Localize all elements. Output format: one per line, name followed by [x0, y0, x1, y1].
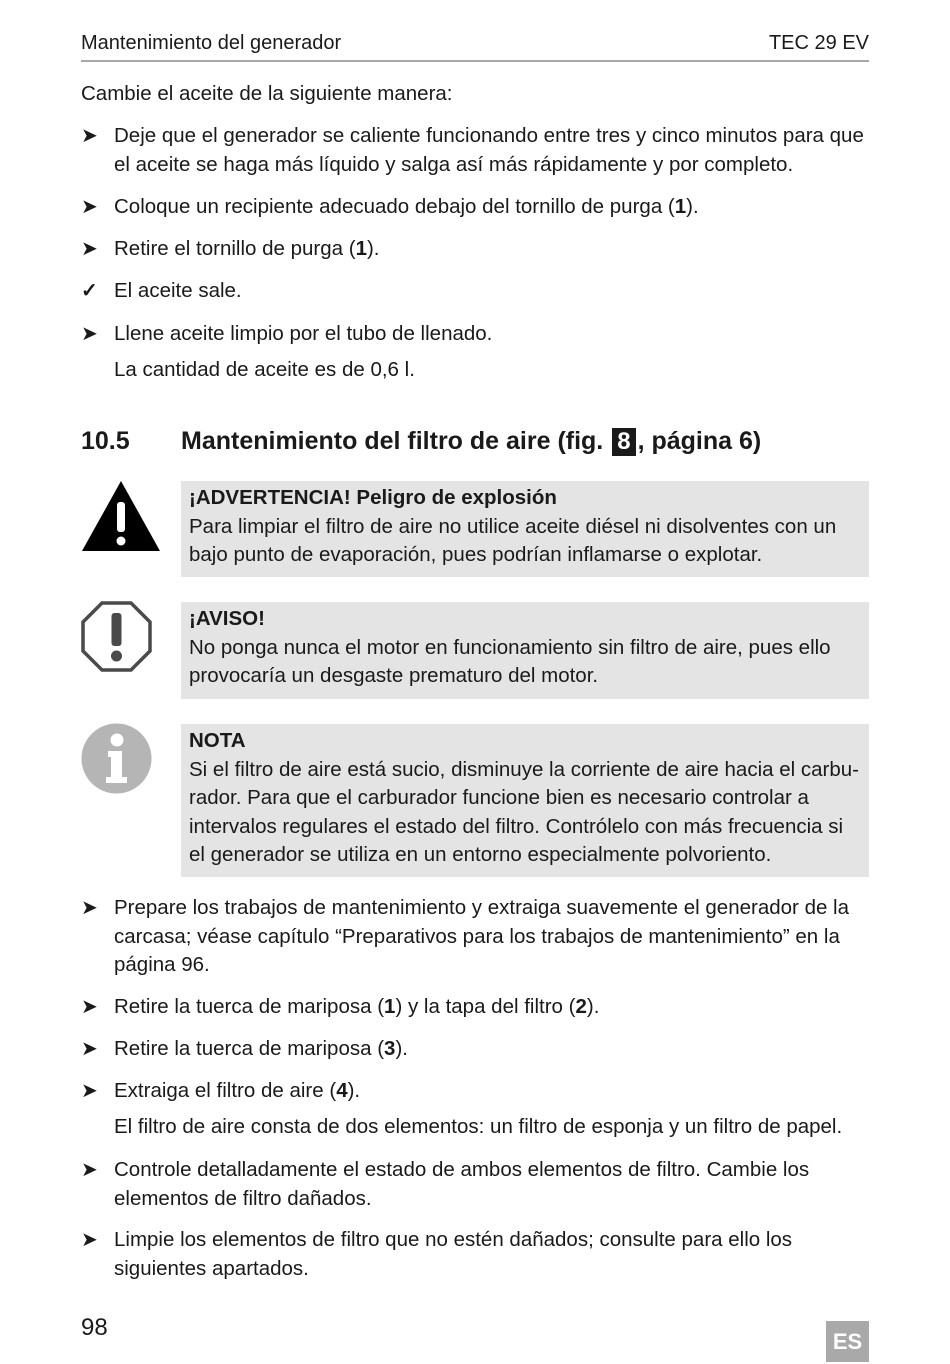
arrow-icon: ➤: [81, 238, 98, 260]
arrow-icon: ➤: [81, 323, 98, 345]
arrow-icon: ➤: [81, 1038, 98, 1060]
section-number: 10.5: [81, 427, 130, 455]
notice-text: No ponga nunca el motor en funcionamiento sin filtro de aire, pues ello provocaría un desgaste prematuro del motor.: [189, 635, 831, 687]
info-icon: [81, 723, 152, 794]
step-text: Prepare los trabajos de mantenimiento y extraiga suavemente el generador de la carcasa; véase capítulo “Preparativos para los trabajos de mantenimiento” en la página 96.: [114, 896, 850, 976]
header-model: TEC 29 EV: [768, 32, 869, 54]
note-box: [181, 724, 869, 877]
note-text: Si el filtro de aire está sucio, disminuye la corriente de aire hacia el carbu-rador. Para que el carburador funcione bien es necesario controlar a intervalos regulares el estado del filtro. Contrólelo con más frecuencia si el generador se utiliza en un entorno especialmente polvoriento.: [189, 757, 859, 866]
warning-title: ¡ADVERTENCIA! Peligro de explosión: [189, 486, 557, 509]
warning-triangle-icon: [81, 480, 161, 552]
page-number: 98: [81, 1314, 108, 1341]
page-header: [81, 30, 869, 62]
step-text: Llene aceite limpio por el tubo de llenado.: [114, 322, 493, 345]
step-text: Deje que el generador se caliente funcionando entre tres y cinco minutos para que el aceite se haga más líquido y salga así más rápidamente y por completo.: [114, 124, 864, 176]
notice-title: ¡AVISO!: [189, 607, 265, 630]
note-title: NOTA: [189, 729, 246, 752]
notice-box: [181, 602, 869, 699]
arrow-icon: ➤: [81, 1159, 98, 1181]
notice-octagon-icon: [81, 601, 152, 672]
step-text: Retire el tornillo de purga (1).: [114, 237, 380, 260]
step-text: Limpie los elementos de filtro que no estén dañados; consulte para ello los siguientes apartados.: [114, 1228, 793, 1280]
oil-quantity-note: La cantidad de aceite es de 0,6 l.: [114, 358, 415, 381]
step-text: Coloque un recipiente adecuado debajo del tornillo de purga (1).: [114, 195, 699, 218]
step-text: Controle detalladamente el estado de ambos elementos de filtro. Cambie los elementos de filtro dañados.: [114, 1158, 810, 1210]
warning-box: [181, 481, 869, 577]
warning-text: Para limpiar el filtro de aire no utilice aceite diésel ni disolventes con un bajo punto de evaporación, pues podrían inflamarse o explotar.: [189, 514, 837, 566]
arrow-icon: ➤: [81, 1229, 98, 1251]
step-text: Retire la tuerca de mariposa (3).: [114, 1037, 408, 1060]
arrow-icon: ➤: [81, 125, 98, 147]
step-text: Retire la tuerca de mariposa (1) y la tapa del filtro (2).: [114, 995, 600, 1018]
arrow-icon: ➤: [81, 897, 98, 919]
arrow-icon: ➤: [81, 1080, 98, 1102]
filter-elements-note: El filtro de aire consta de dos elementos: un filtro de esponja y un filtro de papel.: [114, 1115, 843, 1138]
language-badge: ES: [826, 1321, 869, 1362]
intro-text: Cambie el aceite de la siguiente manera:: [81, 82, 453, 105]
header-section-title: Mantenimiento del generador: [81, 32, 342, 54]
checkmark-icon: ✓: [81, 280, 98, 302]
step-text: El aceite sale.: [114, 279, 242, 302]
arrow-icon: ➤: [81, 996, 98, 1018]
figure-number-badge: 8: [612, 428, 635, 456]
step-text: Extraiga el filtro de aire (4).: [114, 1079, 361, 1102]
arrow-icon: ➤: [81, 196, 98, 218]
section-title: Mantenimiento del filtro de aire (fig. 8 , página 6): [181, 427, 762, 455]
